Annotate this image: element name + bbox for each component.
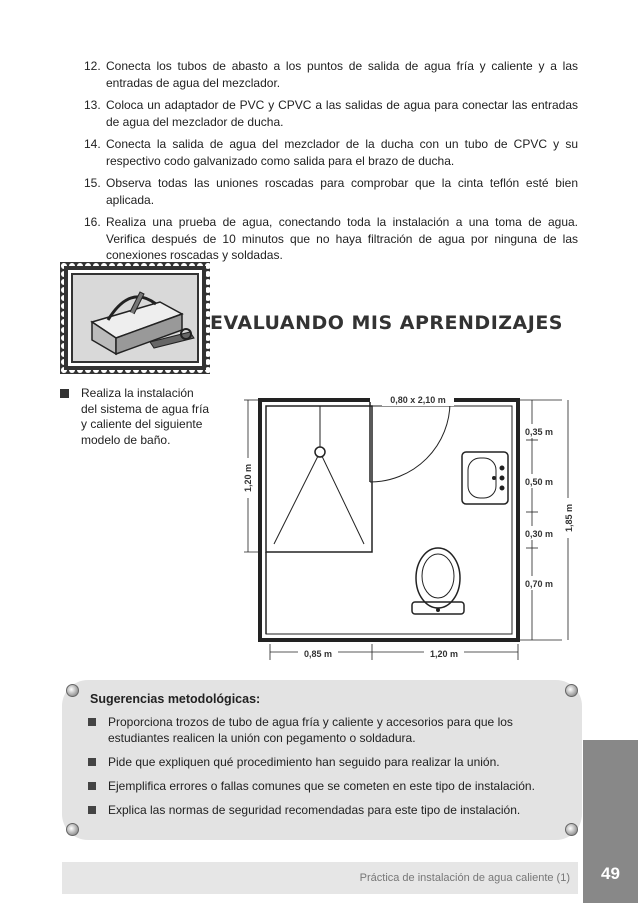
bullet-icon — [88, 718, 96, 726]
list-item — [88, 778, 558, 794]
task-item — [58, 386, 213, 448]
dimension-r1: 0,35 m — [524, 427, 554, 437]
shower-area — [266, 406, 372, 552]
door-dimension: 0,80 x 2,10 m — [390, 395, 446, 405]
shower-head-icon — [315, 447, 325, 457]
dimension-r2: 0,50 m — [524, 477, 554, 487]
page-footer — [62, 862, 578, 894]
suggestions-box — [62, 680, 582, 840]
toilet-icon — [416, 548, 460, 608]
list-item — [88, 802, 558, 818]
step-item — [84, 136, 578, 169]
step-text: Observa todas las uniones roscadas para comprobar que la cinta teflón esté bien aplicada. — [106, 176, 578, 207]
footer-title: Práctica de instalación de agua caliente (1) — [359, 872, 570, 884]
step-item — [84, 175, 578, 208]
bullet-icon — [88, 782, 96, 790]
suggestion-text: Proporciona trozos de tubo de agua fría y caliente y accesorios para que los estudiantes realicen la unión con pegamento o soldadura. — [108, 715, 513, 745]
suggestion-text: Explica las normas de seguridad recomendadas para este tipo de instalación. — [108, 803, 521, 817]
list-item — [88, 754, 558, 770]
step-number: 15. — [84, 176, 101, 190]
page-number: 49 — [601, 864, 620, 883]
bottom-right-dimension: 1,20 m — [429, 649, 459, 659]
dimension-r3: 0,30 m — [524, 529, 554, 539]
toolbox-stamp-icon — [60, 262, 210, 374]
left-height-dimension: 1,20 m — [243, 463, 253, 493]
room-walls — [260, 400, 518, 640]
instruction-steps — [84, 58, 578, 270]
step-number: 12. — [84, 59, 101, 73]
dimension-r4: 0,70 m — [524, 579, 554, 589]
bottom-left-dimension: 0,85 m — [303, 649, 333, 659]
step-item — [84, 58, 578, 91]
suggestion-text: Pide que expliquen qué procedimiento han seguido para realizar la unión. — [108, 755, 500, 769]
task-text: Realiza la instalación del sistema de agua fría y caliente del siguiente modelo de baño. — [81, 386, 210, 447]
suggestion-text: Ejemplifica errores o fallas comunes que se cometen en este tipo de instalación. — [108, 779, 535, 793]
section-title: EVALUANDO MIS APRENDIZAJES — [210, 312, 563, 334]
step-item — [84, 214, 578, 264]
screw-icon — [66, 823, 79, 836]
bullet-icon — [88, 758, 96, 766]
page-number-box — [583, 740, 638, 903]
step-text: Conecta la salida de agua del mezclador de la ducha con un tubo de CPVC y su respectivo codo galvanizado como salida para el brazo de ducha. — [106, 137, 578, 168]
list-item — [88, 714, 558, 746]
suggestions-list — [88, 714, 558, 826]
step-text: Conecta los tubos de abasto a los puntos de salida de agua fría y caliente y a las entradas de agua del mezclador. — [106, 59, 578, 90]
step-number: 14. — [84, 137, 101, 151]
step-item — [84, 97, 578, 130]
total-height-dimension: 1,85 m — [564, 503, 574, 533]
room-inner-line — [266, 406, 512, 634]
step-text: Coloca un adaptador de PVC y CPVC a las salidas de agua para conectar las entradas de agua del mezclador de ducha. — [106, 98, 578, 129]
step-text: Realiza una prueba de agua, conectando toda la instalación a una toma de agua. Verifica después de 10 minutos que no haya filtración de agua por ninguna de las conexiones roscadas y soldadas. — [106, 215, 578, 262]
screw-icon — [565, 823, 578, 836]
screw-icon — [565, 684, 578, 697]
bullet-icon — [60, 389, 69, 398]
door-swing — [370, 402, 450, 482]
step-number: 16. — [84, 215, 101, 229]
screw-icon — [66, 684, 79, 697]
step-number: 13. — [84, 98, 101, 112]
shower-drain-lines — [274, 452, 364, 544]
suggestions-title: Sugerencias metodológicas: — [90, 692, 261, 706]
bathroom-floor-plan — [232, 388, 592, 670]
bullet-icon — [88, 806, 96, 814]
